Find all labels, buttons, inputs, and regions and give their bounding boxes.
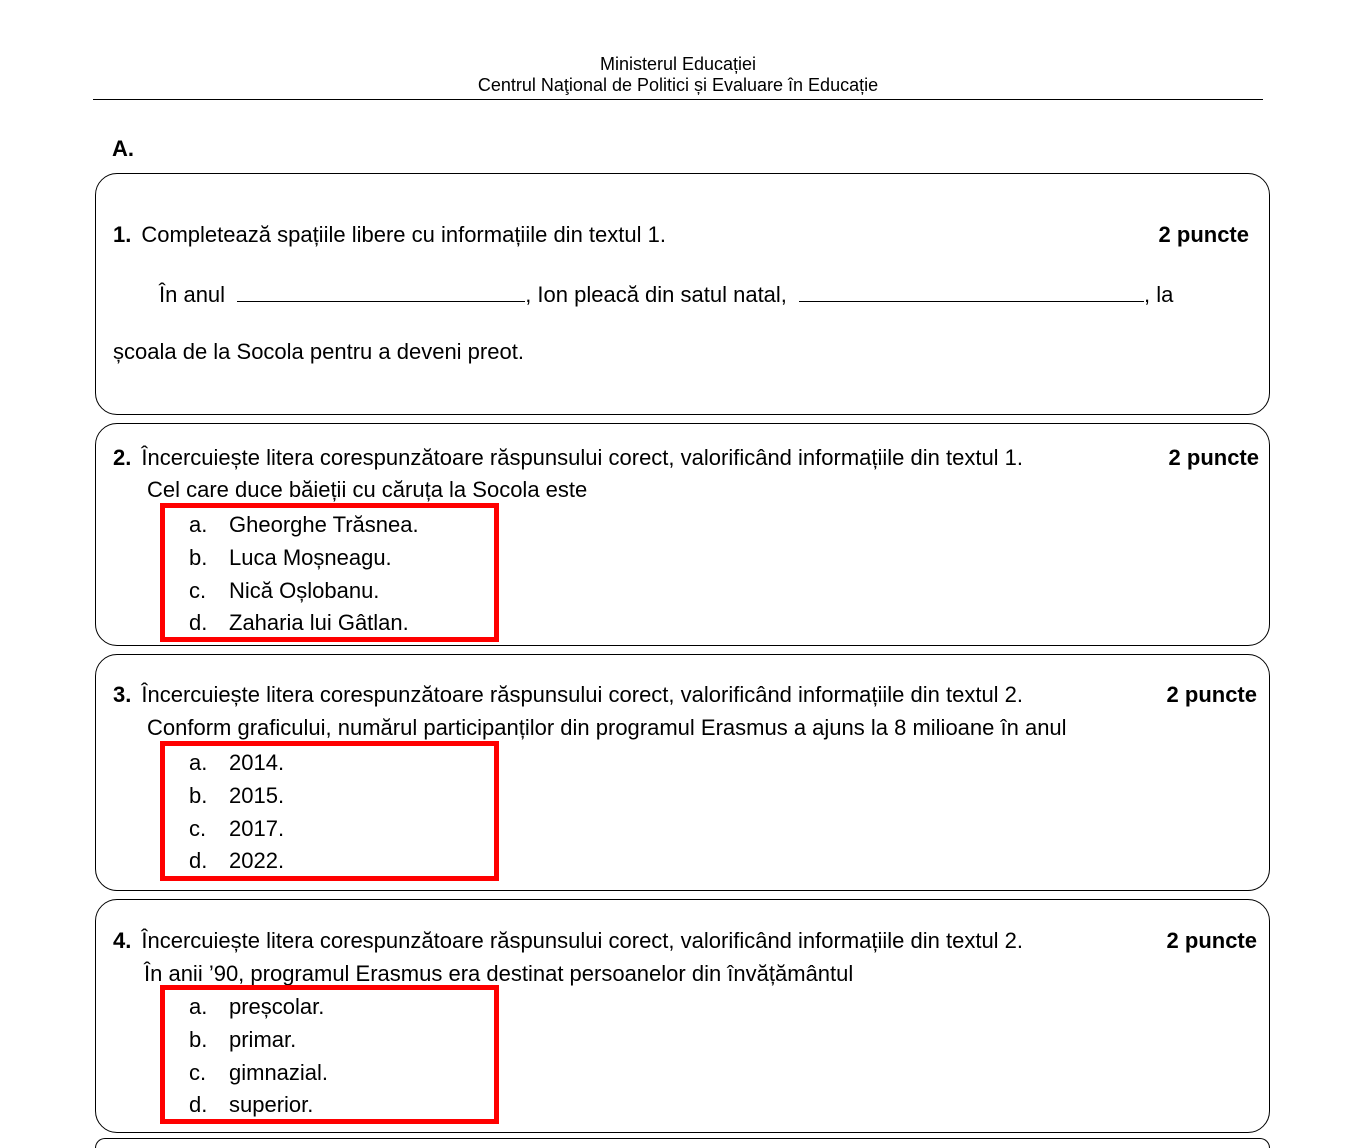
page-header — [93, 54, 1263, 100]
question-number: 1. — [113, 222, 132, 247]
fill-in-sentence — [159, 281, 1173, 308]
question-points: 2 puncte — [1166, 682, 1257, 707]
option-d[interactable]: d. 2022. — [189, 848, 285, 873]
sentence-part: , la — [1144, 282, 1174, 307]
question-points: 2 puncte — [1158, 222, 1249, 247]
option-d[interactable]: d. Zaharia lui Gâtlan. — [189, 610, 409, 635]
question-instruction: Completează spațiile libere cu informațiile din textul 1. — [141, 222, 666, 247]
option-a[interactable]: a. Gheorghe Trăsnea. — [189, 512, 419, 537]
question-instruction: Încercuiește litera corespunzătoare răspunsului corect, valorificând informațiile din textul 1. — [141, 445, 1024, 470]
question-2-box — [95, 423, 1270, 646]
question-1-box — [95, 173, 1270, 415]
year-blank[interactable] — [237, 281, 525, 302]
question-number: 3. — [113, 682, 132, 707]
next-question-box-edge — [95, 1138, 1270, 1148]
sentence-part: În anul — [159, 282, 226, 307]
option-d[interactable]: d. superior. — [189, 1092, 314, 1117]
ministry-name: Ministerul Educației — [599, 54, 757, 74]
village-blank[interactable] — [799, 281, 1144, 302]
option-b[interactable]: b. 2015. — [189, 783, 285, 808]
question-3-header — [113, 682, 1023, 708]
question-3-box — [95, 654, 1270, 891]
highlighted-options — [160, 985, 499, 1124]
question-instruction: Încercuiește litera corespunzătoare răspunsului corect, valorificând informațiile din textul 2. — [141, 682, 1024, 707]
option-c[interactable]: c. 2017. — [189, 816, 285, 841]
option-b[interactable]: b. primar. — [189, 1027, 297, 1052]
highlighted-options — [160, 503, 499, 642]
question-1-header — [113, 222, 666, 248]
center-name: Centrul Naţional de Politici și Evaluare în Educație — [477, 75, 879, 95]
option-c[interactable]: c. Nică Oșlobanu. — [189, 578, 380, 603]
question-stem: Conform graficului, numărul participanților din programul Erasmus a ajuns la 8 milioane în anul — [147, 715, 1067, 740]
option-a[interactable]: a. 2014. — [189, 750, 285, 775]
question-number: 2. — [113, 445, 132, 470]
question-number: 4. — [113, 928, 132, 953]
question-4-box — [95, 899, 1270, 1133]
question-stem: În anii ’90, programul Erasmus era destinat persoanelor din învățământul — [144, 961, 854, 986]
question-2-header — [113, 445, 1023, 471]
option-a[interactable]: a. preșcolar. — [189, 994, 325, 1019]
option-b[interactable]: b. Luca Moșneagu. — [189, 545, 392, 570]
question-stem: Cel care duce băieții cu căruța la Socola este — [147, 477, 588, 502]
sentence-continuation: școala de la Socola pentru a deveni preot. — [113, 339, 524, 364]
question-points: 2 puncte — [1166, 928, 1257, 953]
question-points: 2 puncte — [1168, 445, 1259, 470]
highlighted-options — [160, 741, 499, 881]
question-4-header — [113, 928, 1023, 954]
section-label: A. — [112, 136, 134, 161]
question-instruction: Încercuiește litera corespunzătoare răspunsului corect, valorificând informațiile din textul 2. — [141, 928, 1024, 953]
option-c[interactable]: c. gimnazial. — [189, 1060, 329, 1085]
sentence-part: , Ion pleacă din satul natal, — [525, 282, 787, 307]
